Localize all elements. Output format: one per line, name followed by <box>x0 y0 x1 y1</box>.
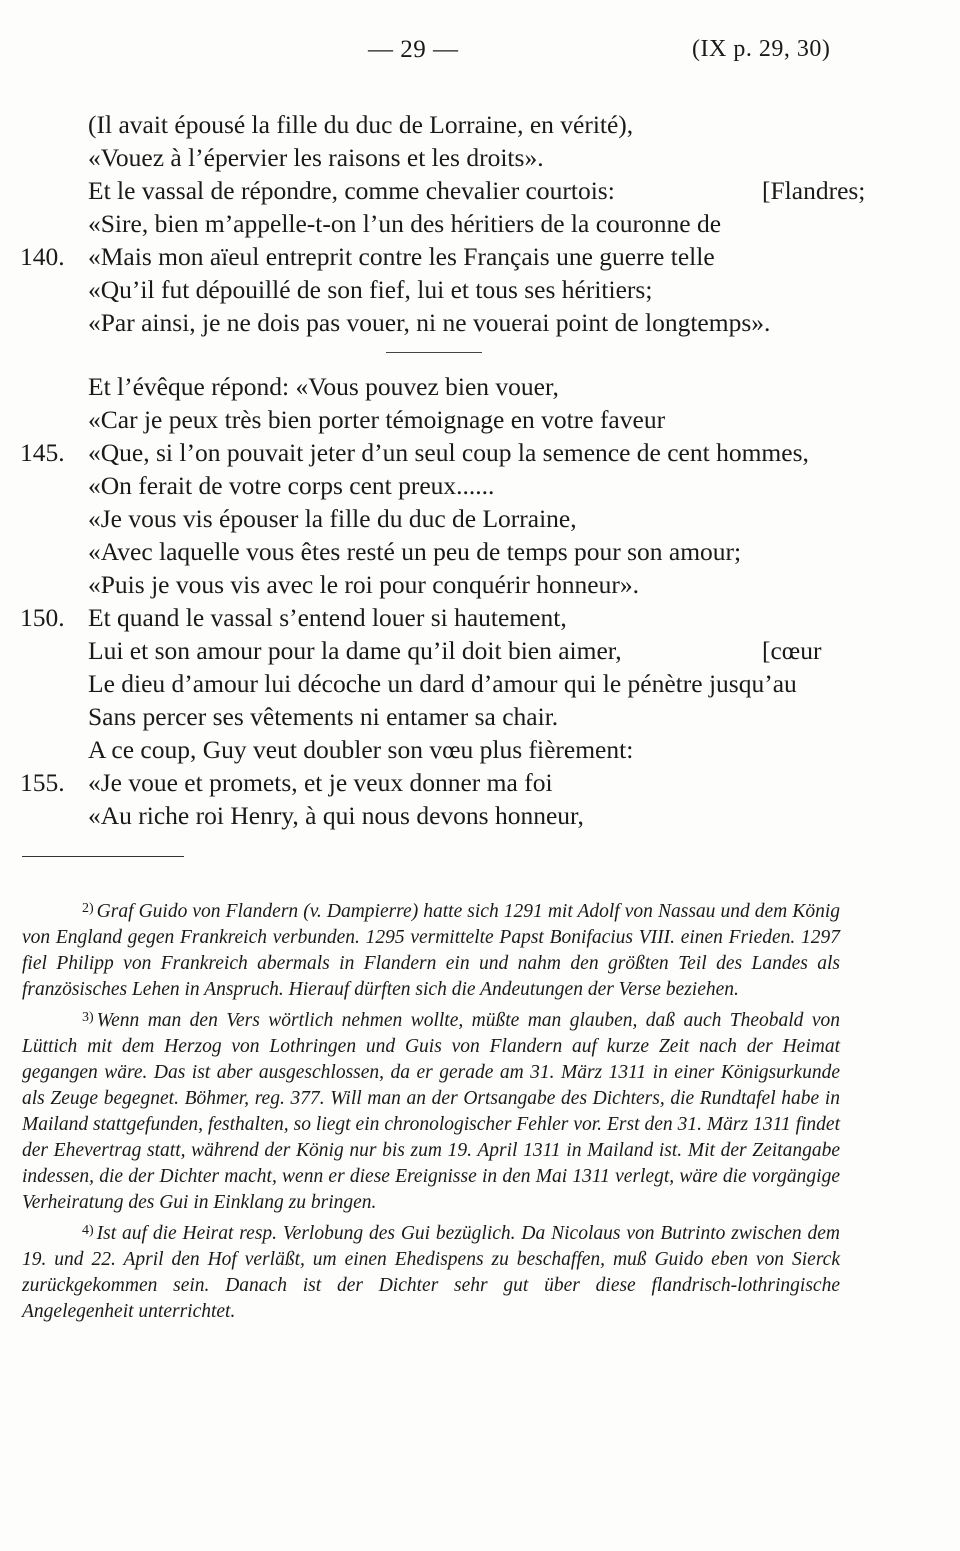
verse-line <box>0 733 960 766</box>
verse-text: «Je voue et promets, et je veux donner ma foi <box>88 768 553 797</box>
verse-line <box>0 535 960 568</box>
footnote-mark: 2) <box>82 901 94 916</box>
verse-text: «Au riche roi Henry, à qui nous devons honneur, <box>88 801 584 830</box>
verse-text: «Car je peux très bien porter témoignage en votre faveur <box>88 405 666 434</box>
verse-line <box>0 667 960 700</box>
verse-text: «Qu’il fut dépouillé de son fief, lui et tous ses héritiers; <box>88 275 653 304</box>
verse-text: «Par ainsi, je ne dois pas vouer, ni ne vouerai point de longtemps». <box>88 308 771 337</box>
verse-line <box>0 174 960 207</box>
verse-line <box>0 700 960 733</box>
line-number: 150. <box>20 603 65 632</box>
verse-line <box>0 436 960 469</box>
verse-line <box>0 568 960 601</box>
page-number: — 29 — <box>368 36 459 63</box>
margin-note: [Flandres; <box>762 176 866 205</box>
verse-text: Et le vassal de répondre, comme chevalier courtois: <box>88 176 615 205</box>
verse-text: «On ferait de votre corps cent preux...... <box>88 471 495 500</box>
verse-block-2 <box>0 370 960 832</box>
verse-line <box>0 502 960 535</box>
verse-line <box>0 469 960 502</box>
verse-text: Et quand le vassal s’entend louer si hautement, <box>88 603 567 632</box>
line-number: 140. <box>20 242 65 271</box>
footnote-text: Ist auf die Heirat resp. Verlobung des Gui bezüglich. Da Nicolaus von Butrinto zwischen dem 19. und 22. April den Hof verläßt, um einen Ehedispens zu beschaffen, muß Guido eben von Sierck zurückgekommen sein. Danach ist der Dichter sehr gut über diese flandrisch-lothringische Angelegenheit unterrichtet. <box>22 1223 840 1322</box>
verse-block-1 <box>0 108 960 339</box>
footnote-mark: 3) <box>82 1010 94 1025</box>
verse-text: «Que, si l’on pouvait jeter d’un seul coup la semence de cent hommes, <box>88 438 809 467</box>
verse-text: «Avec laquelle vous êtes resté un peu de temps pour son amour; <box>88 537 742 566</box>
line-number: 155. <box>20 768 65 797</box>
footnotes <box>22 896 840 1327</box>
margin-note: [cœur <box>762 636 822 665</box>
verse-line <box>0 306 960 339</box>
verse-text: Et l’évêque répond: «Vous pouvez bien vouer, <box>88 372 559 401</box>
verse-text: Lui et son amour pour la dame qu’il doit bien aimer, <box>88 636 622 665</box>
verse-text: A ce coup, Guy veut doubler son vœu plus fièrement: <box>88 735 634 764</box>
verse-text: «Mais mon aïeul entreprit contre les Français une guerre telle <box>88 242 715 271</box>
line-number: 145. <box>20 438 65 467</box>
page-header <box>0 32 960 72</box>
verse-text: Sans percer ses vêtements ni entamer sa chair. <box>88 702 559 731</box>
footnote-text: Wenn man den Vers wörtlich nehmen wollte, müßte man glauben, daß auch Theobald von Lüttich mit dem Herzog von Lothringen und Guis von Flandern auf kurze Zeit nach der Heimat gegangen wäre. Das ist aber ausgeschlossen, da er gerade am 31. März 1311 in einer Königsurkunde als Zeuge begegnet. Böhmer, reg. 377. Will man an der Ortsangabe des Dichters, die Rundtafel habe in Mailand stattgefunden, festhalten, so liegt ein chronologischer Fehler vor. Erst den 31. März 1311 findet der Ehevertrag statt, während der König nur bis zum 19. April 1311 in Mailand ist. Mit der Zeitangabe indessen, die der Dichter macht, wenn er diese Ereignisse in den Mai 1311 verlegt, wäre die vorgängige Verheiratung des Gui in Einklang zu bringen. <box>22 1010 840 1213</box>
footnote-text: Graf Guido von Flandern (v. Dampierre) hatte sich 1291 mit Adolf von Nassau und dem König von England gegen Frankreich verbunden. 1295 vermittelte Papst Bonifacius VIII. einen Frieden. 1297 fiel Philipp von Frankreich abermals in Flandern ein und nahm den größten Teil des Landes als französisches Lehen in Anspruch. Hierauf dürften sich die Andeutungen der Verse beziehen. <box>22 901 840 1000</box>
verse-line <box>0 207 960 240</box>
verse-line <box>0 240 960 273</box>
footnote <box>22 896 840 1003</box>
verse-line <box>0 799 960 832</box>
verse-line <box>0 766 960 799</box>
verse-line <box>0 403 960 436</box>
section-divider <box>386 352 482 353</box>
verse-text: «Vouez à l’épervier les raisons et les droits». <box>88 143 544 172</box>
page-reference: (IX p. 29, 30) <box>692 36 831 62</box>
verse-text: «Puis je vous vis avec le roi pour conquérir honneur». <box>88 570 639 599</box>
verse-line <box>0 370 960 403</box>
verse-line <box>0 601 960 634</box>
verse-line <box>0 273 960 306</box>
verse-text: «Sire, bien m’appelle-t-on l’un des héritiers de la couronne de <box>88 209 722 238</box>
verse-line <box>0 141 960 174</box>
footnote <box>22 1005 840 1216</box>
verse-line <box>0 634 960 667</box>
footnote-divider <box>22 856 184 857</box>
verse-line <box>0 108 960 141</box>
verse-text: «Je vous vis épouser la fille du duc de Lorraine, <box>88 504 577 533</box>
verse-text: (Il avait épousé la fille du duc de Lorraine, en vérité), <box>88 110 634 139</box>
verse-text: Le dieu d’amour lui décoche un dard d’amour qui le pénètre jusqu’au <box>88 669 797 698</box>
footnote <box>22 1218 840 1325</box>
footnote-mark: 4) <box>82 1223 94 1238</box>
